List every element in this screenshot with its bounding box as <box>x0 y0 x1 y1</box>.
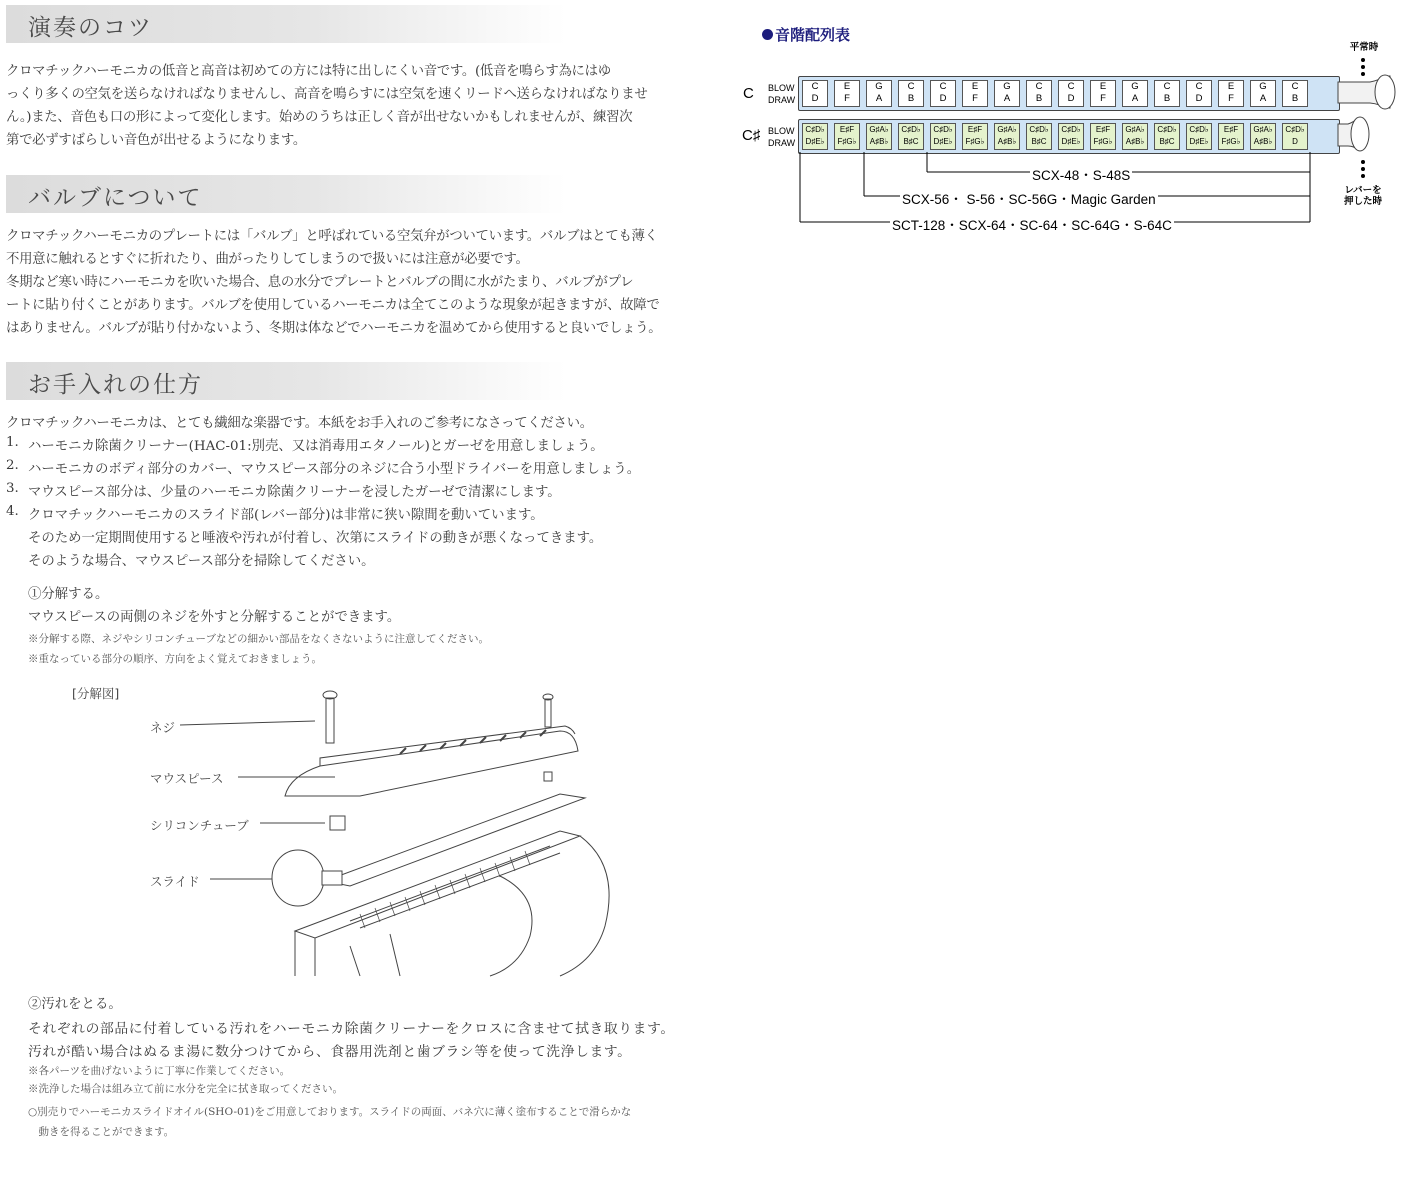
blow-note: E♯F <box>1095 125 1111 134</box>
step-text: クロマチックハーモニカのスライド部(レバー部分)は非常に狭い隙間を動いています。 <box>28 508 544 523</box>
draw-note: A♯B♭ <box>1125 137 1145 146</box>
key-label-c-sharp: C♯ <box>742 127 761 144</box>
blow-note: C <box>1291 81 1299 92</box>
label-screw: ネジ <box>150 720 176 735</box>
valve-paragraph <box>6 225 716 340</box>
blow-note: E <box>971 81 979 92</box>
section-title-valve: バルブについて <box>28 185 203 211</box>
text-line: クロマチックハーモニカの低音と高音は初めての方には特に出しにくい音です。(低音を鳴らす為にはゆ <box>6 64 611 79</box>
tips-paragraph <box>6 60 716 152</box>
blow-note: C <box>1163 81 1171 92</box>
step-number: 3. <box>6 481 19 496</box>
draw-label: DRAW <box>768 138 796 148</box>
blow-note: C♯D♭ <box>1285 125 1305 134</box>
text-line: ートに貼り付くことがあります。バルブを使用しているハーモニカは全てこのような現象が起きますが、故障で <box>6 298 660 313</box>
blow-note: E <box>1227 81 1235 92</box>
step-text: ハーモニカ除菌クリーナー(HAC-01:別売、又は消毒用エタノール)とガーゼを用意しましょう。 <box>28 439 604 454</box>
blow-note: G♯A♭ <box>1253 125 1273 134</box>
text-line: それぞれの部品に付着している汚れをハーモニカ除菌クリーナーをクロスに含ませて拭き取ります。 <box>28 1021 675 1037</box>
lever-normal-label: 平常時 <box>1349 42 1379 53</box>
blow-note: C♯D♭ <box>901 125 921 134</box>
draw-note: F <box>844 93 850 104</box>
blow-note: G♯A♭ <box>997 125 1017 134</box>
draw-note: B♯C <box>903 137 919 146</box>
draw-note: F♯G♭ <box>1093 137 1113 146</box>
draw-note: A <box>1003 93 1011 104</box>
text-line: 第で必ずすばらしい音色が出せるようになります。 <box>6 133 307 148</box>
label-mouthpiece: マウスピース <box>150 771 224 786</box>
text-line: っくり多くの空気を送らなければなりませんし、高音を鳴らすには空気を速くリードへ送らなければなりませ <box>6 87 648 102</box>
draw-note: D♯E♭ <box>1189 137 1209 146</box>
scale-chart-title-text: 音階配列表 <box>775 27 851 44</box>
section-header-tips <box>6 5 566 43</box>
blow-label: BLOW <box>768 126 795 136</box>
step-text: そのため一定期間使用すると唾液や汚れが付着し、次第にスライドの動きが悪くなってきます。 <box>28 531 603 546</box>
subheading: ②汚れをとる。 <box>28 997 122 1012</box>
blow-note: G <box>1259 81 1267 92</box>
blow-note: G <box>875 81 883 92</box>
blow-note: E♯F <box>967 125 983 134</box>
note: ※分解する際、ネジやシリコンチューブなどの細かい部品をなくさないように注意してください。 <box>28 633 489 645</box>
care-intro <box>6 412 716 435</box>
blow-note: G <box>1131 81 1139 92</box>
footer-note: 動きを得ることができます。 <box>28 1126 175 1138</box>
scale-chart-panel <box>740 0 1404 260</box>
text-line: はありません。バルブが貼り付かないよう、冬期は体などでハーモニカを温めてから使用すると良いでしょう。 <box>6 321 662 336</box>
blow-note: E <box>843 81 851 92</box>
step-text: そのような場合、マウスピース部分を掃除してください。 <box>28 554 375 569</box>
exploded-diagram <box>60 676 620 981</box>
draw-label: DRAW <box>768 95 796 105</box>
blow-label: BLOW <box>768 83 795 93</box>
draw-note: B <box>907 93 915 104</box>
clean-block <box>28 993 748 1143</box>
draw-note: F♯G♭ <box>965 137 985 146</box>
text-line: 冬期など寒い時にハーモニカを吹いた場合、息の水分でプレートとバルブの間に水がたまり、バルブがプレ <box>6 275 634 290</box>
draw-note: A <box>1131 93 1139 104</box>
blow-note: C♯D♭ <box>1157 125 1177 134</box>
draw-note: B♯C <box>1159 137 1175 146</box>
key-label-c: C <box>743 85 754 102</box>
exploded-drawing <box>60 676 620 981</box>
draw-note: B <box>1035 93 1043 104</box>
note: ※重なっている部分の順序、方向をよく覚えておきましょう。 <box>28 653 322 665</box>
footer-note: ○別売りでハーモニカスライドオイル(SHO-01)をご用意しております。スライドの両面、バネ穴に薄く塗布することで滑らかな <box>28 1106 632 1118</box>
draw-note: D♯E♭ <box>805 137 825 146</box>
note: ※洗浄した場合は組み立て前に水分を完全に拭き取ってください。 <box>28 1083 343 1095</box>
draw-note: D♯E♭ <box>1061 137 1081 146</box>
care-steps-list <box>6 435 726 575</box>
text-line: クロマチックハーモニカは、とても繊細な楽器です。本紙をお手入れのご参考になさってください。 <box>6 416 593 431</box>
draw-note: D <box>1195 93 1203 104</box>
blow-note: C♯D♭ <box>933 125 953 134</box>
subheading: ①分解する。 <box>28 587 109 602</box>
text-line: クロマチックハーモニカのプレートには「バルブ」と呼ばれている空気弁がついています。バルブはとても薄く <box>6 229 658 244</box>
draw-note: A♯B♭ <box>997 137 1017 146</box>
draw-note: D <box>939 93 947 104</box>
blow-note: G♯A♭ <box>869 125 889 134</box>
draw-note: A <box>1259 93 1267 104</box>
text-line: ん。)また、音色も口の形によって変化します。始めのうちは正しく音が出せないかもしれませんが、練習次 <box>6 110 633 125</box>
section-header-care <box>6 362 566 400</box>
draw-note: A <box>875 93 883 104</box>
draw-note: D <box>811 93 819 104</box>
section-title-care: お手入れの仕方 <box>28 372 203 398</box>
blow-note: C♯D♭ <box>1061 125 1081 134</box>
blow-note: C♯D♭ <box>1029 125 1049 134</box>
draw-note: D♯E♭ <box>933 137 953 146</box>
blow-note: C <box>1195 81 1203 92</box>
blow-note: C <box>811 81 819 92</box>
blow-note: G♯A♭ <box>1125 125 1145 134</box>
blow-note: E♯F <box>839 125 855 134</box>
disassemble-block <box>28 583 748 673</box>
draw-note: D <box>1067 93 1075 104</box>
label-silicone-tube: シリコンチューブ <box>150 818 249 833</box>
draw-note: F <box>1228 93 1234 104</box>
blow-note: C <box>907 81 915 92</box>
draw-note: F <box>1100 93 1106 104</box>
step-number: 4. <box>6 504 19 519</box>
blow-note: C <box>1067 81 1075 92</box>
label-slide: スライド <box>150 874 200 889</box>
section-header-valve <box>6 175 566 213</box>
note: ※各パーツを曲げないように丁寧に作業してください。 <box>28 1065 291 1077</box>
draw-note: A♯B♭ <box>1253 137 1273 146</box>
draw-note: D <box>1292 137 1298 146</box>
step-number: 2. <box>6 458 19 473</box>
step-number: 1. <box>6 435 19 450</box>
draw-note: F <box>972 93 978 104</box>
draw-note: B <box>1163 93 1171 104</box>
draw-note: B♯C <box>1031 137 1047 146</box>
section-title-tips: 演奏のコツ <box>28 15 153 41</box>
blow-note: C♯D♭ <box>1189 125 1209 134</box>
lever-pressed-label: レバーを 押した時 <box>1343 185 1382 207</box>
diagram-title: [分解図] <box>72 686 120 701</box>
blow-note: G <box>1003 81 1011 92</box>
blow-note: C♯D♭ <box>805 125 825 134</box>
text-line: マウスピースの両側のネジを外すと分解することができます。 <box>28 610 401 625</box>
model-range-64: SCT-128・SCX-64・SC-64・SC-64G・S-64C <box>890 214 1174 234</box>
draw-note: A♯B♭ <box>869 137 889 146</box>
blow-note: E <box>1099 81 1107 92</box>
draw-note: B <box>1291 93 1299 104</box>
draw-note: F♯G♭ <box>837 137 857 146</box>
model-range-48: SCX-48・S-48S <box>1030 164 1132 184</box>
step-text: マウスピース部分は、少量のハーモニカ除菌クリーナーを浸したガーゼで清潔にします。 <box>28 485 561 500</box>
model-range-56: SCX-56・ S-56・SC-56G・Magic Garden <box>900 188 1158 208</box>
blow-note: C <box>1035 81 1043 92</box>
draw-note: F♯G♭ <box>1221 137 1241 146</box>
blow-note: C <box>939 81 947 92</box>
text-line: 不用意に触れるとすぐに折れたり、曲がったりしてしまうので扱いには注意が必要です。 <box>6 252 529 267</box>
blow-note: E♯F <box>1223 125 1239 134</box>
text-line: 汚れが酷い場合はぬるま湯に数分つけてから、食器用洗剤と歯ブラシ等を使って洗浄します。 <box>28 1044 632 1060</box>
step-text: ハーモニカのボディ部分のカバー、マウスピース部分のネジに合う小型ドライバーを用意しましょう。 <box>28 462 641 477</box>
